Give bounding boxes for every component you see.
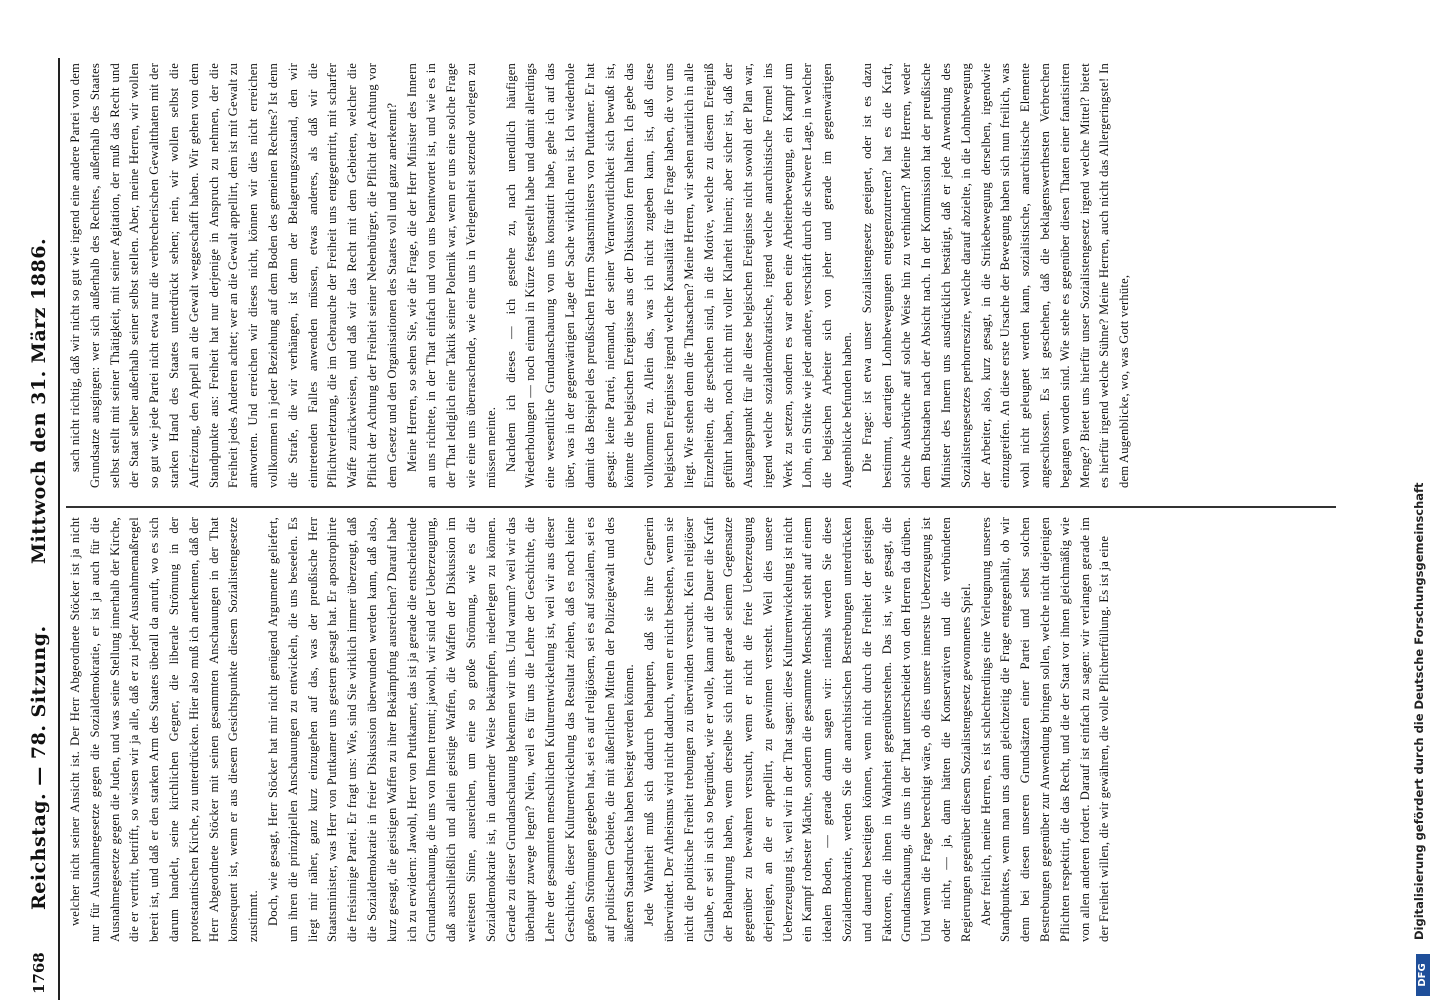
session-date: Mittwoch den 31. März 1886.	[28, 237, 50, 564]
paragraph: Die Frage: ist etwa unser Sozialistengesetz geeignet, oder ist es dazu bestimmt, derartigen Lohnbewegungen entgegenzutreten? hat es die Kraft, solche Ausbrüche auf solche Weise hin zu verhindern? Meine Herren, weder dem Buchstaben nach der Absicht nach. In der Kommission hat der preußische Minister des Innern uns ausdrücklich bestätigt, daß er jede Anwendung des Sozialistengesetzes perhorreszire, welche darauf abzielte, in die Lohnbewegung der Arbeiter, also, kurz gesagt, in die Strikebewegung derselben, irgendwie einzugreifen. An diese erste Ursache der Bewegung haben sich nun freilich, was wohl nicht geleugnet werden kann, sozialistische, anarchistische Elemente angeschlossen. Es ist geschehen, daß die beklagenswerthesten Verbrechen begangen worden sind. Wie stehe es gegenüber diesen Thaten einer fanatisirten Menge? Bietet uns hierfür unser Sozialistengesetz irgend welche Mittel? bietet es hierfür irgend welche Sühne? Meine Herren, auch nicht das Allergeringste! In dem Augenblicke, wo, was Gott verhüte,	[859, 63, 1132, 488]
digitization-credit	[1412, 20, 1426, 980]
header-rule	[58, 58, 60, 1000]
paragraph: Jede Wahrheit muß sich dadurch behaupten, daß sie ihre Gegnerin überwindet. Der Atheismus wird nicht dadurch, wenn er nicht bestehen, wenn sie nicht die politische Freiheit trebungen zu überwinden versucht. Kein religiöser Glaube, er sei in sich so begründet, wie er wolle, kann auf die Dauer die Kraft der Behauptung haben, wenn derselbe sich nicht gerade seinem Gegensatze gegenüber zu bewahren versucht, wenn er nicht die freie Ueberzeugung derjenigen, an die er appellirt, zu gewinnen versteht. Weil dies unsere Ueberzeugung ist, weil wir in der That sagen: diese Kulturentwickelung ist nicht ein Kampf rohester Mächte, sondern die gesammte Menschheit steht auf einem idealen Boden, — gerade darum sagen wir: niemals werden Sie diese Sozialdemokratie, werden Sie die anarchistischen Bestrebungen unterdrücken und dauernd beseitigen können, wenn nicht durch die Freiheit der geistigen Faktoren, die ihnen in Wahrheit gegenüberstehen. Das ist, wie gesagt, die Grundanschauung, die uns in der That unterscheidet von den Herren da drüben. Und wenn die Frage berechtigt wäre, ob dies unsere innerste Ueberzeugung ist oder nicht, — ja, dann hätten die Konservativen und die verbündeten Regierungen gegenüber diesem Sozialistengesetz gewonnenes Spiel.	[642, 517, 973, 942]
paragraph: sach nicht richtig, daß wir nicht so gut wie irgend eine andere Partei von dem Grundsatze ausgingen: wer sich außerhalb des Rechtes, außerhalb des Staates selbst stellt mit seiner Thätigkeit, mit seiner Agitation, der muß das Recht und der Staat selber außerhalb seiner selbst stellen. Aber, meine Herren, wir wollen so gut wie jede Partei nicht etwa nur die verbrecherischen Gewaltthaten mit der starken Hand des Staates unterdrückt sehen; nein, wir wollen selbst die Aufreizung, den Appell an die Gewalt weggeschafft haben. Wir gehen von dem Standpunkte aus: Freiheit hat nur derjenige in Anspruch zu nehmen, der die Freiheit jedes Anderen achtet; wer an die Gewalt appellirt, dem ist mit Gewalt zu antworten. Und erreichen wir dieses nicht, können wir dies nicht erreichen vollkommen in jeder Beziehung auf dem Boden des gemeinen Rechtes? Ist denn die Strafe, die wir verhängen, ist denn der Belagerungszustand, den wir eintretenden Falles anwenden müssen, etwas anderes, als daß wir die Pflichtverletzung, die im Gebrauche der Freiheit uns entgegentritt, mit scharfer Waffe zurückweisen, und daß wir das Recht mit dem Gebieten, welcher die Pflicht der Achtung der Freiheit seiner Nebenbürger, die Pflicht der Achtung vor dem Gesetz und den Organisationen des Staates voll und ganz anerkennt?	[68, 63, 399, 488]
paragraph: welcher nicht seiner Ansicht ist. Der Herr Abgeordnete Stöcker ist ja nicht nur für Ausnahmegesetze gegen die Sozialdemokratie, er ist ja auch für die Ausnahmegesetze gegen die Juden, und was seine Stellung innerhalb der Kirche, die er vertritt, betrifft, so wissen wir ja alle, daß er zu jeder Ausnahmemaßregel bereit ist, und daß er den starken Arm des Staates überall da anruft, wo es sich darum handelt, seine kirchlichen Gegner, die liberale Strömung in der protestantischen Kirche, zu unterdrücken. Hier also muß ich anerkennen, daß der Herr Abgeordnete Stöcker mit seinen gesammten Anschauungen in der That konsequent ist, wenn er aus diesem Gesichtspunkte diesem Sozialistengesetze zustimmt.	[68, 517, 261, 942]
column-divider	[66, 506, 1336, 508]
page-number: 1768	[30, 952, 48, 994]
paragraph: Nachdem ich dieses — ich gestehe zu, nach unendlich häufigen Wiederholungen — noch einmal in Kürze festgestellt habe und damit allerdings eine wesentliche Grundanschauung von uns konstatirt habe, gehe ich auf das über, was in der gegenwärtigen Lage der Sache wirklich neu ist. Ich wiederhole damit das Beispiel des preußischen Herrn Staatsministers von Puttkamer. Er hat gesagt: keine Partei, niemand, der seiner Verantwortlichkeit sich bewußt ist, könnte die belgischen Ereignisse aus der Diskussion fern halten. Ich gebe das vollkommen zu. Allein das, was ich nicht zugeben kann, ist, daß diese belgischen Ereignisse irgend welche Kausalität für die Frage haben, die vor uns liegt. Wie stehen denn die Thatsachen? Meine Herren, wir sehen natürlich in alle Einzelheiten, die geschehen sind, in die Motive, welche zu diesem Ereigniß geführt haben, noch nicht mit voller Klarheit hinein; aber sicher ist, daß der Ausgangspunkt für alle diese belgischen Ereignisse nicht sowohl der Plan war, irgend welche sozialdemokratische, irgend welche anarchistische Formel ins Werk zu setzen, sondern es war eben eine Arbeiterbewegung, ein Kampf um Lohn, ein Strike wie jeder andere, verschärft durch die schwere Lage, in welcher die belgischen Arbeiter sich von jeher und gerade im gegenwärtigen Augenblicke befunden haben.	[503, 63, 855, 488]
text-column-right	[66, 63, 1396, 488]
page-header	[0, 0, 66, 1000]
text-column-left	[66, 517, 1396, 942]
paragraph: Doch, wie gesagt, Herr Stöcker hat mir nicht genügend Argumente geliefert, um ihren die prinzipiellen Anschauungen zu entwickeln, die uns beseelen. Es liegt mir näher, ganz kurz einzugehen auf das, was der preußische Herr Staatsminister, was Herr von Puttkamer uns gestern gesagt hat. Er apostrophirte die freisinnige Partei. Er fragt uns: Wie, sind Sie wirklich immer überzeugt, daß die Sozialdemokratie in freier Diskussion überwunden werden kann, daß also, kurz gesagt, die geistigen Waffen zu ihrer Bekämpfung ausreichen? Darauf habe ich zu erwidern: Jawohl, Herr von Puttkamer, das ist ja gerade die entscheidende Grundanschauung, die uns von Ihnen trennt; jawohl, wir sind der Ueberzeugung, daß ausschließlich und allein geistige Waffen, die Waffen der Diskussion im weitesten Sinne, ausreichen, um eine so große Strömung, wie es die Sozialdemokratie ist, in dauernder Weise bekämpfen, niederlegen zu können. Gerade zu dieser Grundanschauung bekennen wir uns. Und warum? weil wir das überhaupt zuwege legen? Nein, weil es für uns die Lehre der Geschichte, die Lehre der gesammten menschlichen Kulturentwickelung ist, weil wir aus dieser Geschichte, dieser Kulturentwickelung das Resultat ziehen, daß es noch keine großen Strömungen gegeben hat, sei es auf religiösem, sei es auf sozialem, sei es auf politischem Gebiete, die mit äußerlichen Mitteln der Polizeigewalt und des äußeren Staatsdruckes haben besiegt werden können.	[265, 517, 637, 942]
paragraph: Aber freilich, meine Herren, es ist schlechterdings eine Verleugnung unseres Standpunktes, wenn man uns dann gleichzeitig die Frage entgegenhält, ob wir denn bei diesen unseren Grundsätzen einer Partei und selbst solchen Bestrebungen gegenüber zur Anwendung bringen sollen, welche nicht diejenigen Pflichten respektirt, die das Recht, und die der Staat vor ihnen gleichmäßig wie von allen anderen fordert. Darauf ist einfach zu sagen: wir verlangen gerade im der Freiheit willen, die wir gewähren, die volle Pflichterfüllung. Es ist ja eine	[978, 517, 1112, 942]
paragraph: Meine Herren, so sehen Sie, wie die Frage, die der Herr Minister des Innern an uns richtete, in der That einfach und von uns beantwortet ist, und wie es in der That lediglich eine Taktik seiner Polemik war, wenn er uns eine solche Frage wie eine uns überraschende, wie eine uns in Verlegenheit setzende vorlegen zu müssen meinte.	[404, 63, 498, 488]
session-title: Reichstag. — 78. Sitzung.	[28, 625, 50, 910]
credit-text: Digitalisierung gefördert durch die Deutsche Forschungsgemeinschaft	[1412, 482, 1426, 940]
dfg-logo: DFG	[1416, 954, 1430, 996]
